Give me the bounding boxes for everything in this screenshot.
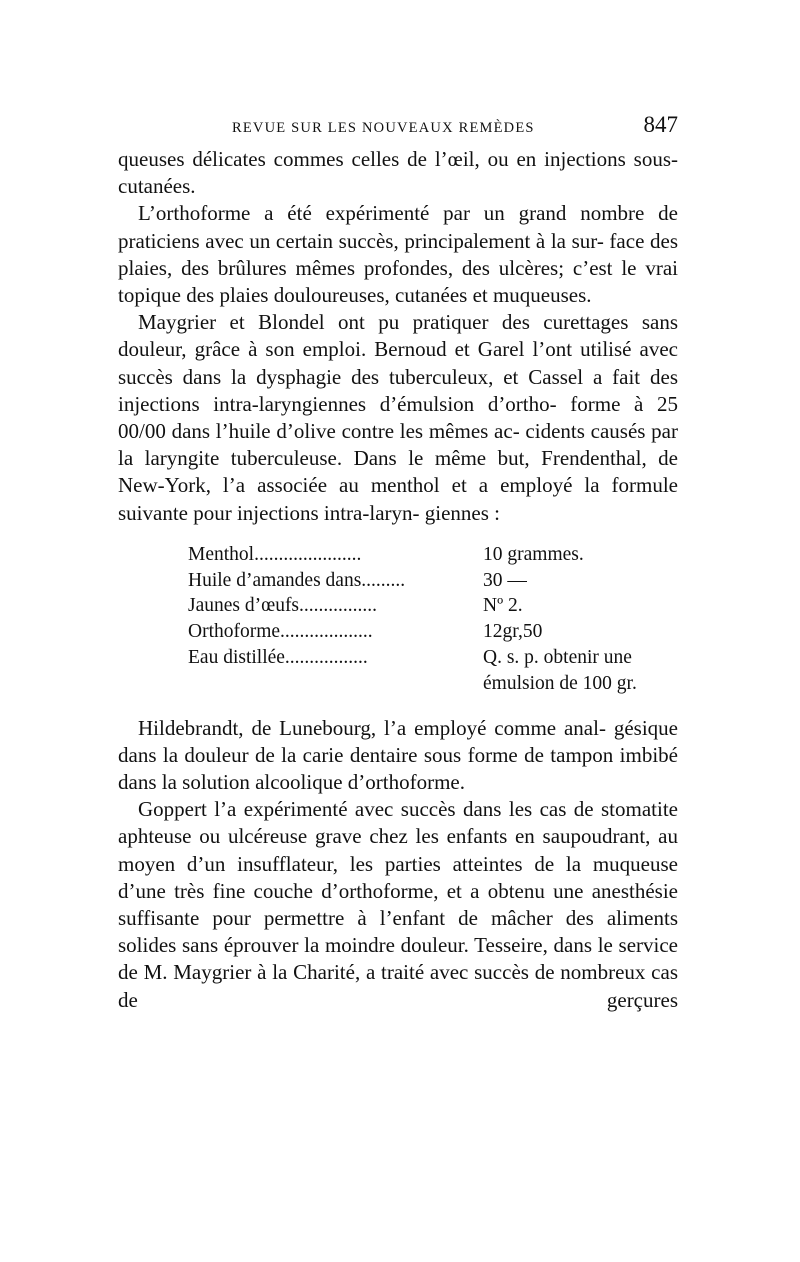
book-page — [118, 112, 678, 1014]
formula-table — [188, 542, 678, 697]
formula-row — [188, 542, 678, 568]
formula-quantity: 30 — — [483, 569, 527, 591]
formula-quantity-continuation: émulsion de 100 gr. — [483, 672, 637, 694]
formula-quantity: Q. s. p. obtenir une — [483, 647, 632, 669]
body-text — [118, 146, 678, 1014]
page-header — [118, 112, 678, 146]
formula-quantity: Nº 2. — [483, 595, 523, 617]
formula-ingredient: Huile d’amandes dans......... — [188, 569, 406, 591]
formula-quantity: 10 grammes. — [483, 543, 584, 565]
formula-row — [188, 645, 678, 671]
formula-ingredient: Jaunes d’œufs................ — [188, 595, 378, 617]
formula-ingredient: Menthol...................... — [188, 543, 362, 565]
running-title: REVUE SUR LES NOUVEAUX REMÈDES — [232, 120, 535, 136]
formula-row — [188, 593, 678, 619]
formula-quantity: 12gr,50 — [483, 621, 543, 643]
formula-row — [188, 619, 678, 645]
formula-row — [188, 568, 678, 594]
paragraph-maygrier: Maygrier et Blondel ont pu pratiquer des curettages sans douleur, grâce à son emploi. Bernoud et Garel l’ont utilisé avec succès dans la dysphagie des tuberculeux, et Cassel a fait des injections intra-laryngiennes d’émulsion d’ortho- forme à 25 00/00 dans l’huile d’olive contre les mêmes ac- cidents causés par la laryngite tuberculeuse. Dans le même but, Frendenthal, de New-York, l’a associée au menthol et a employé la formule suivante pour injections intra-laryn- giennes : — [118, 310, 678, 525]
paragraph-continuation: queuses délicates commes celles de l’œil, ou en injections sous-cutanées. — [118, 147, 678, 199]
formula-ingredient: Eau distillée................. — [188, 647, 368, 669]
paragraph-goppert: Goppert l’a expérimenté avec succès dans les cas de stomatite aphteuse ou ulcéreuse grave chez les enfants en saupoudrant, au moyen d’un insufflateur, les parties atteintes de la muqueuse d’une très fine couche d’orthoforme, et a obtenu une anesthésie suffisante pour permettre à l’enfant de mâcher des aliments solides sans éprouver la moindre douleur. Tesseire, dans le service de M. Maygrier à la Charité, a traité avec succès de nombreux cas de gerçures — [118, 797, 678, 1012]
formula-ingredient: Orthoforme................... — [188, 621, 373, 643]
paragraph-hildebrandt: Hildebrandt, de Lunebourg, l’a employé comme anal- gésique dans la douleur de la carie dentaire sous forme de tampon imbibé dans la solution alcoolique d’orthoforme. — [118, 715, 678, 795]
paragraph-orthoforme: L’orthoforme a été expérimenté par un grand nombre de praticiens avec un certain succès, principalement à la sur- face des plaies, des brûlures mêmes profondes, des ulcères; c’est le vrai topique des plaies douloureuses, cutanées et muqueuses. — [118, 201, 678, 308]
page-number: 847 — [643, 112, 678, 137]
